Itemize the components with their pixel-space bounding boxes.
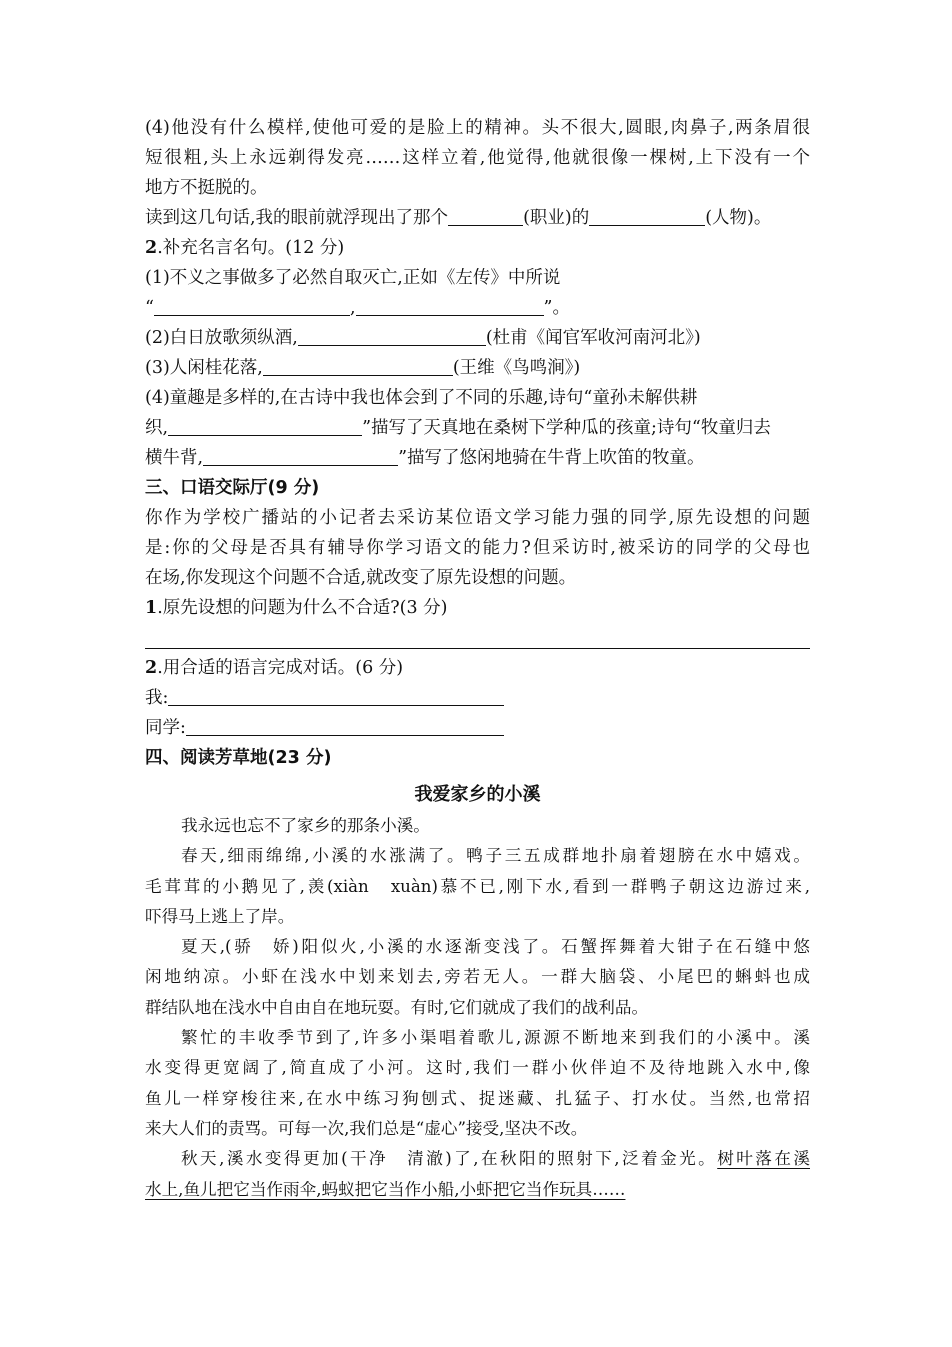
item-2-source: (杜甫《闻官军收河南河北》) <box>485 328 701 348</box>
worksheet-page <box>145 113 810 1205</box>
story-para-4-line-2: 水变得更宽阔了,简直成了小河。这时,我们一群小伙伴迫不及待地跳入水中,像 <box>145 1058 810 1078</box>
story-para-5-text: 秋天,溪水变得更加(干净 清澈)了,在秋阳的照射下,泛着金光。 <box>181 1149 718 1169</box>
person-label: (人物)。 <box>705 208 772 228</box>
sec2-heading <box>145 233 810 263</box>
story-title: 我爱家乡的小溪 <box>414 784 541 805</box>
quote-blank-2[interactable] <box>356 297 544 316</box>
item-4-blank-2[interactable] <box>203 447 398 466</box>
q4-line-2: 短很粗,头上永远剃得发亮……这样立着,他觉得,他就很像一棵树,上下没有一个 <box>145 148 810 168</box>
occupation-blank[interactable] <box>448 207 523 226</box>
story-para-3-line-3: 群结队地在浅水中自由自在地玩耍。有时,它们就成了我们的战利品。 <box>145 997 649 1017</box>
item-3-prompt: (3)人闲桂花落, <box>145 358 263 378</box>
q1-answer-line[interactable] <box>145 623 810 653</box>
story-para-3-line-1: 夏天,(骄 娇)阳似火,小溪的水逐渐变浅了。石蟹挥舞着大钳子在石缝中悠 <box>181 937 810 957</box>
sec2-item-1-text: (1)不义之事做多了必然自取灭亡,正如《左传》中所说 <box>145 268 561 288</box>
story-para-3-line-2: 闲地纳凉。小虾在浅水中划来划去,旁若无人。一群大脑袋、小尾巴的蝌蚪也成 <box>145 967 810 987</box>
q4-answer-line <box>145 203 810 233</box>
dialogue-me <box>145 683 810 713</box>
classmate-label: 同学: <box>145 718 186 738</box>
item-3-source: (王维《鸟鸣涧》) <box>452 358 581 378</box>
item-4-prefix: 织, <box>145 418 169 438</box>
quote-blank-1[interactable] <box>154 297 350 316</box>
story-para-5-line-2 <box>145 1175 810 1205</box>
story-para-2-line-1: 春天,细雨绵绵,小溪的水涨满了。鸭子三五成群地扑扇着翅膀在水中嬉戏。 <box>181 846 810 866</box>
q1-text: .原先设想的问题为什么不合适?(3 分) <box>157 598 448 618</box>
story-para-2-line-2: 毛茸茸的小鹅见了,羡(xiàn xuàn)慕不已,刚下水,看到一群鸭子朝这边游过来, <box>145 876 810 896</box>
q4-prompt: 读到这几句话,我的眼前就浮现出了那个 <box>145 208 449 228</box>
sec3-question-2 <box>145 653 810 683</box>
quote-comma: , <box>349 298 356 318</box>
sec3-question-1 <box>145 593 810 623</box>
sec2-item-2 <box>145 323 810 353</box>
q2-text: .用合适的语言完成对话。(6 分) <box>157 658 404 678</box>
person-blank[interactable] <box>589 207 705 226</box>
q1-number: 1 <box>145 598 158 618</box>
classmate-answer-blank[interactable] <box>186 717 504 736</box>
story-para-4-line-4: 来大人们的责骂。可每一次,我们总是“虚心”接受,坚决不改。 <box>145 1118 588 1138</box>
item-4-prefix-2: 横牛背, <box>145 448 204 468</box>
me-answer-blank[interactable] <box>168 687 504 706</box>
q4-line-1: (4)他没有什么模样,使他可爱的是脸上的精神。头不很大,圆眼,肉鼻子,两条眉很 <box>145 118 810 138</box>
item-4-blank-1[interactable] <box>168 417 362 436</box>
item-2-prompt: (2)白日放歌须纵酒, <box>145 328 298 348</box>
me-label: 我: <box>145 688 169 708</box>
sec2-heading-text: .补充名言名句。(12 分) <box>157 238 345 258</box>
occupation-label: (职业)的 <box>523 208 590 228</box>
item-2-blank[interactable] <box>298 327 486 346</box>
story-para-4-line-1: 繁忙的丰收季节到了,许多小渠唱着歌儿,源源不断地来到我们的小溪中。溪 <box>181 1028 810 1048</box>
sec2-item-3 <box>145 353 810 383</box>
underlined-sentence-start: 树叶落在溪 <box>717 1149 810 1169</box>
story-para-4-line-3: 鱼儿一样穿梭往来,在水中练习狗刨式、捉迷藏、扎猛子、打水仗。当然,也常招 <box>145 1088 810 1108</box>
story-body <box>145 811 810 1205</box>
dialogue-classmate <box>145 713 810 743</box>
sec2-heading-number: 2 <box>145 238 158 258</box>
sec3-para-1: 你作为学校广播站的小记者去采访某位语文学习能力强的同学,原先设想的问题 <box>145 508 810 528</box>
sec3-para-3: 在场,你发现这个问题不合适,就改变了原先设想的问题。 <box>145 568 577 588</box>
story-para-2-line-3: 吓得马上逃上了岸。 <box>145 906 295 926</box>
sec2-item-4-line-3 <box>145 443 810 473</box>
sec3-para-2: 是:你的父母是否具有辅导你学习语文的能力?但采访时,被采访的同学的父母也 <box>145 538 810 558</box>
story-para-1: 我永远也忘不了家乡的那条小溪。 <box>181 816 430 835</box>
item-4-desc-2: ”描写了悠闲地骑在牛背上吹笛的牧童。 <box>398 448 705 468</box>
q4-line-3: 地方不挺脱的。 <box>145 178 268 198</box>
sec4-heading: 四、阅读芳草地(23 分) <box>145 748 332 768</box>
sec2-item-1-answer <box>145 293 810 323</box>
underlined-sentence-end: 水上,鱼儿把它当作雨伞,蚂蚁把它当作小船,小虾把它当作玩具…… <box>145 1179 626 1199</box>
item-4-desc-1: ”描写了天真地在桑树下学种瓜的孩童;诗句“牧童归去 <box>362 418 771 438</box>
story-para-5-line-1 <box>145 1144 810 1174</box>
q2-number: 2 <box>145 658 158 678</box>
item-3-blank[interactable] <box>263 357 453 376</box>
close-quote: ”。 <box>543 298 570 318</box>
sec3-heading: 三、口语交际厅(9 分) <box>145 478 320 498</box>
open-quote: “ <box>145 298 154 318</box>
sec2-item-4-line-2 <box>145 413 810 443</box>
sec2-item-4-text: (4)童趣是多样的,在古诗中我也体会到了不同的乐趣,诗句“童孙未解供耕 <box>145 388 698 408</box>
